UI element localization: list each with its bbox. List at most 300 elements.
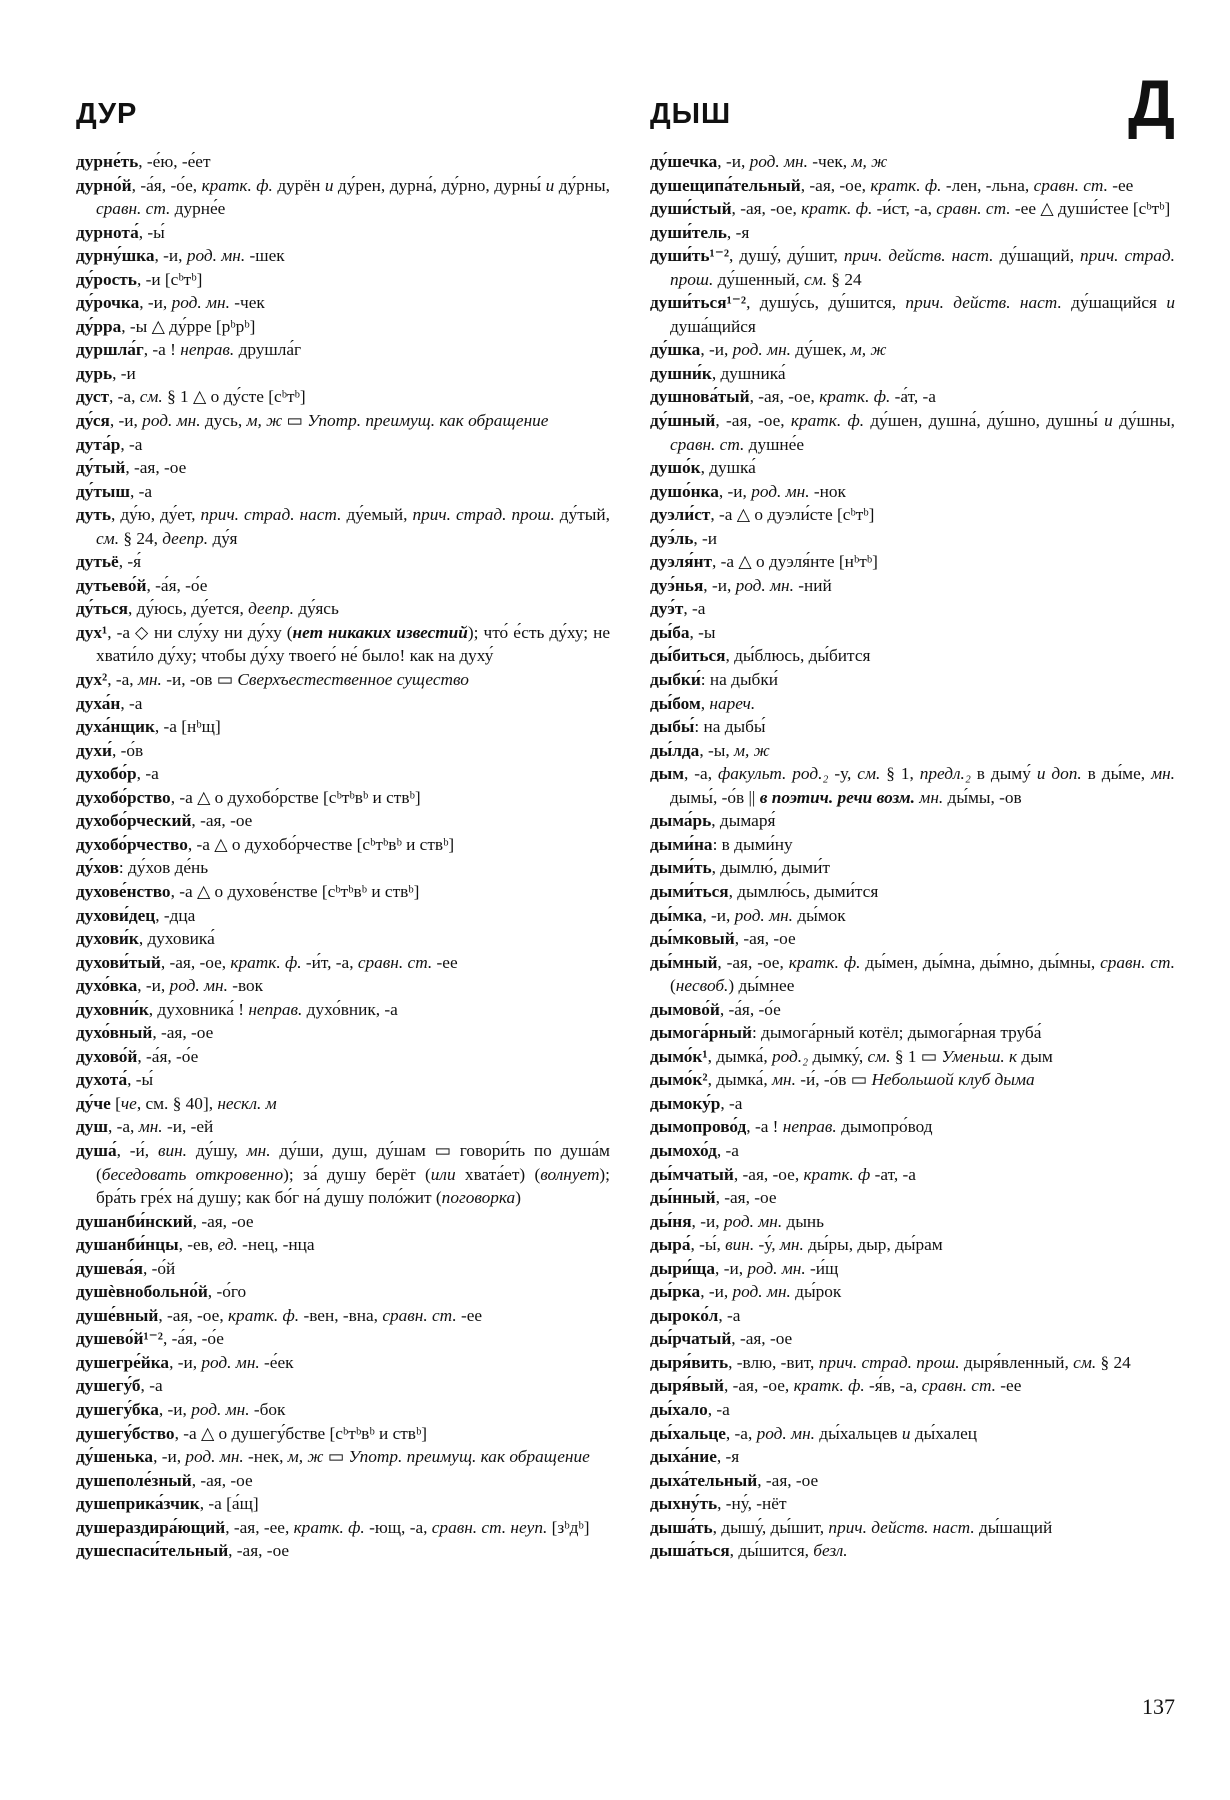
entry-text: , -я́ [118, 552, 142, 572]
entry-text: дымопро́вод [836, 1117, 933, 1137]
entry-text: , -ая, -ое [731, 1329, 793, 1349]
entry-headword: ды́мковый [650, 929, 735, 949]
entry-label: см. [1073, 1352, 1097, 1372]
entry-text: ду́я [208, 528, 238, 548]
entry-label: кратк. ф. [293, 1517, 365, 1537]
entry-headword: дутьё [76, 552, 119, 572]
dictionary-entry [650, 597, 1175, 621]
entry-label: сравн. ст. [382, 1305, 457, 1325]
entry-label: Употр. преимущ. как обращение [307, 411, 549, 431]
dictionary-entry [650, 174, 1175, 198]
entry-label: кратк. ф. [227, 1305, 300, 1325]
entry-headword: дурнота́ [76, 222, 139, 242]
entry-label: предл.₂ [919, 764, 971, 784]
entry-text: , -а △ о дуэли́сте [сᵇтᵇ] [710, 505, 875, 525]
dictionary-entry [76, 268, 610, 292]
dictionary-entry [76, 692, 610, 716]
entry-text: -и́щ [805, 1258, 839, 1278]
entry-text: , -и, [703, 575, 736, 595]
entry-label: мн. [246, 1140, 271, 1160]
dictionary-entry [650, 1445, 1175, 1469]
entry-text: § 24 [827, 269, 862, 289]
entry-headword: душѐвнобольно́й [76, 1282, 208, 1302]
entry-text: , -а, [684, 764, 718, 784]
entry-text: ды́халец [910, 1423, 978, 1443]
entry-headword: духови́дец [76, 905, 156, 925]
entry-label: род. мн. [185, 1447, 244, 1467]
entry-text: , -я [726, 222, 750, 242]
entry-text: , -ая, -ое, [158, 1305, 228, 1325]
entry-label: прич. действ. наст. [843, 246, 994, 266]
entry-text: , -и, [137, 976, 170, 996]
entry-text: , -и, [717, 152, 750, 171]
entry-text: -ее [456, 1305, 483, 1325]
entry-label: прич. действ. наст. [905, 293, 1062, 313]
entry-text: , -а́я, -о́е, [131, 175, 202, 195]
entry-text: , душника́ [711, 363, 786, 383]
entry-text: , см. § 40], [136, 1093, 218, 1113]
entry-headword: духовни́к [76, 999, 149, 1019]
dictionary-entry [650, 1115, 1175, 1139]
entry-label: безл. [813, 1541, 848, 1561]
entry-headword: ду́тыш [76, 481, 130, 501]
section-letter: Д [1127, 66, 1175, 140]
entry-text: , -дца [155, 905, 196, 925]
dictionary-entry [76, 927, 610, 951]
entry-headword: душещипа́тельный [650, 175, 801, 195]
entry-headword: дыря́вить [650, 1352, 729, 1372]
dictionary-entry [650, 951, 1175, 998]
entry-label: прич. действ. наст. [828, 1517, 975, 1537]
entry-headword: духове́нство [76, 881, 171, 901]
dictionary-entry [76, 574, 610, 598]
dictionary-entry [650, 833, 1175, 857]
entry-text: , -и, [718, 481, 752, 501]
dictionary-entry [650, 480, 1175, 504]
entry-headword: ду́шный [650, 411, 716, 431]
entry-text: ( [670, 976, 676, 996]
entry-text: , -о́в [111, 740, 144, 760]
dictionary-entry [650, 1186, 1175, 1210]
entry-text: -лен, -льна, [941, 175, 1034, 195]
dictionary-entry [650, 739, 1175, 763]
dictionary-entry [650, 527, 1175, 551]
dictionary-entry [650, 362, 1175, 386]
entry-headword: душева́я [76, 1258, 143, 1278]
entry-headword: душеприка́зчик [76, 1494, 200, 1514]
entry-headword: душево́й¹⁻² [76, 1329, 163, 1349]
entry-text: дымку́, [808, 1046, 868, 1066]
dictionary-entry [650, 244, 1175, 291]
entry-text: : на дыбки́ [700, 670, 778, 690]
dictionary-entry [76, 291, 610, 315]
entry-text: , -и, [153, 1447, 186, 1467]
entry-headword: души́стый [650, 199, 732, 219]
entry-text: -и, -ей [162, 1117, 214, 1137]
entry-headword: дымо́к¹ [650, 1046, 708, 1066]
entry-text: , -и [693, 528, 718, 548]
entry-label: поговорка [441, 1188, 516, 1208]
entry-text: , -а ! [143, 340, 181, 360]
entry-text: , -а ! [746, 1117, 783, 1137]
entry-text: § 1, [880, 764, 920, 784]
entry-label: мн. [138, 1117, 163, 1137]
entry-headword: дыри́ща [650, 1258, 716, 1278]
dictionary-entry [650, 291, 1175, 338]
entry-text: , дымка́, [707, 1046, 772, 1066]
entry-label: прич. страд. прош. [818, 1352, 960, 1372]
entry-headword: ду́тый [76, 458, 126, 478]
entry-text: , -а △ о дуэля́нте [нᵇтᵇ] [712, 552, 878, 572]
entry-text: ду́шащий, [993, 246, 1081, 266]
dictionary-entry [650, 809, 1175, 833]
entry-label: неправ. [782, 1117, 837, 1137]
entry-label: род. мн. [142, 411, 201, 431]
entry-headword: дыха́тельный [650, 1470, 758, 1490]
dictionary-entry [76, 715, 610, 739]
entry-text: -бок [249, 1399, 286, 1419]
entry-headword: дымога́рный [650, 1023, 752, 1043]
entry-headword: душегре́йка [76, 1352, 170, 1372]
entry-text: § 24 [1096, 1352, 1131, 1372]
entry-headword: духобо́рческий [76, 811, 192, 831]
entry-text: , -ая, -ое, [715, 411, 791, 431]
entry-headword: дыра́ [650, 1235, 691, 1255]
entry-label: че [120, 1093, 137, 1113]
entry-text: -нек, [243, 1447, 288, 1467]
entry-text: духо́вник, -а [302, 999, 398, 1019]
entry-text: ду́рен, дурна́, ду́рно, дурны́ [333, 175, 546, 195]
entry-label: мн. [772, 1070, 796, 1090]
entry-text: ду́шек, [790, 340, 851, 360]
entry-text: ); за́ душу берёт ( [283, 1164, 431, 1184]
entry-text: § 1 ▭ [890, 1046, 942, 1066]
dictionary-entry [650, 1021, 1175, 1045]
entry-text: ду́ясь [294, 599, 339, 619]
dictionary-entry [76, 433, 610, 457]
entry-text: , -а [716, 1140, 739, 1160]
entry-text: -чек [229, 293, 265, 313]
entry-label: род. мн. [169, 976, 228, 996]
entry-text: -ний [793, 575, 832, 595]
entry-text: , -ая, -ое, [160, 952, 231, 972]
entry-label: род. мн. [747, 1258, 806, 1278]
entry-text: -ее [995, 1376, 1022, 1396]
entry-label: род. мн. [732, 1282, 791, 1302]
entry-headword: духови́тый [76, 952, 161, 972]
entry-text: , -ы́ [138, 222, 165, 242]
entry-text: ду́шенный, [713, 269, 805, 289]
dictionary-entry [76, 1257, 610, 1281]
entry-text: , -ая, -ое [715, 1188, 777, 1208]
entry-text: -ющ, -а, [364, 1517, 432, 1537]
dictionary-entry [76, 1139, 610, 1210]
entry-text: , -а △ о духове́нстве [сᵇтᵇвᵇ и ствᵇ] [170, 881, 420, 901]
dictionary-entry [76, 1092, 610, 1116]
entry-text: , -а △ о духобо́рчестве [сᵇтᵇвᵇ и ствᵇ] [187, 834, 455, 854]
dictionary-entry [76, 833, 610, 857]
dictionary-entry [76, 409, 610, 433]
right-column [650, 150, 1175, 1563]
entry-text: , дымлю́, дыми́т [711, 858, 830, 878]
entry-headword: душа́ [76, 1140, 117, 1160]
entry-headword: ду́рра [76, 316, 122, 336]
entry-text: , -ну́, -нёт [717, 1494, 787, 1514]
dictionary-entry [76, 1445, 610, 1469]
entry-label: род. мн. [186, 246, 246, 266]
entry-headword: дымохо́д [650, 1140, 717, 1160]
entry-headword: ду́шенька [76, 1447, 154, 1467]
entry-text: , -а [683, 599, 706, 619]
dictionary-entry [650, 1139, 1175, 1163]
entry-text: , -а, [107, 1117, 139, 1137]
entry-text: дым [1017, 1046, 1053, 1066]
entry-headword: дух¹ [76, 622, 108, 642]
dictionary-entry [76, 786, 610, 810]
dictionary-entry [76, 597, 610, 621]
entry-text: -а́т, -а [890, 387, 936, 407]
entry-label: Небольшой клуб дыма [871, 1070, 1035, 1090]
entry-text: , -а [а́щ] [199, 1494, 259, 1514]
dictionary-entry [650, 1257, 1175, 1281]
entry-text: , ды́блюсь, ды́бится [725, 646, 871, 666]
entry-text: , -ы △ ду́рре [рᵇрᵇ] [121, 316, 256, 336]
dictionary-entry [650, 1327, 1175, 1351]
entry-label: род. мн. [734, 905, 793, 925]
entry-label: прич. страд. прош. [670, 246, 1175, 289]
entry-text: , -а [120, 434, 143, 454]
dictionary-entry [76, 762, 610, 786]
dictionary-entry [76, 1045, 610, 1069]
entry-headword: ду́рость [76, 269, 137, 289]
entry-label: прич. страд. наст. [200, 505, 342, 525]
entry-headword: души́ть¹⁻² [650, 246, 730, 266]
entry-label: род. мн. [191, 1399, 250, 1419]
entry-text: , -ая, -ое [191, 811, 253, 831]
entry-text: , -ая, -ое, [800, 175, 871, 195]
entry-text: , -а [140, 1376, 163, 1396]
dictionary-entry [650, 715, 1175, 739]
dictionary-entry [76, 480, 610, 504]
entry-text: ду́шны, [1112, 411, 1175, 431]
entry-label: кратк. ф. [870, 175, 942, 195]
entry-text: -ее [432, 952, 458, 972]
entry-text: , духовника́ ! [148, 999, 249, 1019]
entry-text: , -а △ о духобо́рстве [сᵇтᵇвᵇ и ствᵇ] [170, 787, 421, 807]
entry-text: ды́мен, ды́мна, ды́мно, ды́мны, [860, 952, 1101, 972]
dictionary-entry [76, 338, 610, 362]
entry-text: ); бра́ть гре́х на́ душу; как бо́г на́ душу поло́жит ( [96, 1164, 610, 1208]
entry-label: род. мн. [756, 1423, 815, 1443]
entry-text: , -ая, -ое [757, 1470, 819, 1490]
page-number: 137 [1142, 1694, 1175, 1719]
entry-headword: ды́хало [650, 1399, 708, 1419]
entry-text: , -и́, [116, 1140, 158, 1160]
entry-headword: дыха́ние [650, 1447, 717, 1467]
entry-headword: ды́рчатый [650, 1329, 732, 1349]
entry-text: , -ая, -ое, [717, 952, 789, 972]
entry-headword: душегу́бка [76, 1399, 159, 1419]
entry-headword: дымово́й [650, 999, 720, 1019]
entry-text: , -ы [689, 622, 716, 642]
entry-headword: ду́ся [76, 411, 110, 431]
dictionary-entry [76, 974, 610, 998]
entry-text: дыря́вленный, [959, 1352, 1074, 1372]
dictionary-entry [76, 1115, 610, 1139]
dictionary-entry [76, 1068, 610, 1092]
entry-text: , ду́ю, ду́ет, [111, 505, 201, 525]
entry-headword: ду́шка [650, 340, 701, 360]
entry-text: , -о́го [207, 1282, 247, 1302]
entry-headword: дым [650, 764, 685, 784]
entry-text: , духовика́ [138, 929, 215, 949]
entry-text: , -влю, -вит, [728, 1352, 819, 1372]
entry-text: : ду́хов де́нь [118, 858, 209, 878]
entry-headword: дуэ́нья [650, 575, 704, 595]
entry-text: , -ая, -ее, [225, 1517, 294, 1537]
entry-text: -и, -ов ▭ [161, 670, 238, 690]
entry-headword: ды́ня [650, 1211, 692, 1231]
dictionary-entry [650, 1304, 1175, 1328]
entry-label: деепр. [162, 528, 209, 548]
dictionary-entry [650, 456, 1175, 480]
entry-headword: духобо́рство [76, 787, 171, 807]
entry-label: и [545, 175, 555, 195]
entry-label: кратк. ф. [201, 175, 273, 195]
entry-headword: ды́ба [650, 622, 690, 642]
entry-text: , -ы́ [127, 1070, 154, 1090]
dictionary-entry [650, 150, 1175, 174]
entry-text: , -и, [700, 340, 733, 360]
dictionary-entry [76, 1398, 610, 1422]
entry-headword: ду́че [76, 1093, 111, 1113]
dictionary-entry [76, 668, 610, 692]
entry-text: ) [515, 1188, 521, 1208]
dictionary-entry [76, 1351, 610, 1375]
entry-label: или [430, 1164, 456, 1184]
entry-text: -ее [1107, 175, 1134, 195]
entry-text: [ [110, 1093, 121, 1113]
entry-label: род. мн. [735, 575, 794, 595]
entry-text: , -а [120, 693, 143, 713]
dictionary-entry [76, 998, 610, 1022]
entry-label: нет никаких известий [292, 622, 468, 642]
entry-text: , -и, [702, 905, 735, 925]
dictionary-entry [76, 315, 610, 339]
entry-headword: духобо́рчество [76, 834, 188, 854]
entry-headword: ду́ться [76, 599, 129, 619]
entry-text: , душу́сь, ду́шится, [746, 293, 906, 313]
entry-headword: духо́вный [76, 1023, 153, 1043]
entry-text: -е́ек [259, 1352, 294, 1372]
entry-text: , дымка́, [707, 1070, 772, 1090]
entry-label: и [1104, 411, 1113, 431]
entry-headword: дух² [76, 670, 108, 690]
entry-label: мн. [137, 670, 162, 690]
entry-text: дынь [782, 1211, 825, 1231]
entry-text: , -я [716, 1447, 740, 1467]
entry-text: , -и [112, 363, 136, 383]
entry-text: -у́, [754, 1235, 780, 1255]
dictionary-entry [76, 809, 610, 833]
entry-label: сравн. ст. [921, 1376, 996, 1396]
entry-headword: дуэ́т [650, 599, 684, 619]
entry-headword: дурне́ть [76, 152, 139, 171]
entry-label: мн. [779, 1235, 804, 1255]
entry-headword: дыря́вый [650, 1376, 724, 1396]
entry-headword: духо́вка [76, 976, 138, 996]
entry-text: ду́шен, душна́, ду́шно, душны́ [864, 411, 1105, 431]
entry-text: , -а △ о душегу́бстве [сᵇтᵇвᵇ и ствᵇ] [174, 1423, 428, 1443]
entry-label: нескл. м [217, 1093, 277, 1113]
entry-headword: души́тель [650, 222, 727, 242]
entry-text: ды́мы, -ов [943, 787, 1022, 807]
entry-headword: душераздира́ющий [76, 1517, 226, 1537]
dictionary-entry [650, 1068, 1175, 1092]
dictionary-entry [76, 503, 610, 550]
entry-label: см. [804, 269, 828, 289]
entry-headword: душегу́бство [76, 1423, 175, 1443]
entry-headword: ды́лда [650, 740, 700, 760]
entry-label: неcвоб. [675, 976, 729, 996]
entry-label: прич. страд. прош. [412, 505, 555, 525]
running-head-left: ДУР [76, 98, 138, 130]
entry-label: кратк. ф. [819, 387, 891, 407]
entry-text: ду́емый, [341, 505, 413, 525]
dictionary-entry [650, 998, 1175, 1022]
entry-headword: душеспаси́тельный [76, 1541, 229, 1561]
entry-headword: душегу́б [76, 1376, 141, 1396]
entry-headword: дыма́рь [650, 811, 712, 831]
entry-text: , -ая, -ое [191, 1470, 253, 1490]
entry-headword: ду́шечка [650, 152, 718, 171]
entry-label: вин. [725, 1235, 755, 1255]
entry-text: , -ая, -ое, [723, 1376, 794, 1396]
entry-label: ед. [217, 1235, 238, 1255]
entry-text: , -а [720, 1093, 743, 1113]
dictionary-entry [650, 1422, 1175, 1446]
dictionary-entry [650, 197, 1175, 221]
entry-text: , дымаря́ [711, 811, 776, 831]
entry-text: ) ды́мнее [728, 976, 795, 996]
entry-label: кратк. ф. [788, 952, 861, 972]
entry-text: , -ая, -ое [228, 1541, 290, 1561]
entry-text: , -и, [154, 246, 187, 266]
entry-label: см. [96, 528, 120, 548]
entry-text: , -а [129, 481, 153, 501]
dictionary-entry [76, 1539, 610, 1563]
dictionary-entry [76, 174, 610, 221]
entry-text: , -а [136, 764, 159, 784]
entry-label: род. мн. [171, 293, 230, 313]
entry-text: , -а [707, 1399, 730, 1419]
entry-headword: дыбки́ [650, 670, 701, 690]
dictionary-entry [650, 1045, 1175, 1069]
entry-label: факульт. род.₂ [717, 764, 829, 784]
dictionary-entry [650, 880, 1175, 904]
dictionary-entry [650, 1280, 1175, 1304]
entry-headword: ды́бом [650, 693, 701, 713]
entry-text: , -е́ю, -е́ет [138, 152, 211, 171]
entry-text: : на дыбы́ [694, 717, 766, 737]
entry-headword: духа́н [76, 693, 121, 713]
entry-text: дусь, [200, 411, 247, 431]
entry-text: хвата́ет) ( [455, 1164, 541, 1184]
entry-headword: ды́хальце [650, 1423, 726, 1443]
dictionary-entry [650, 1163, 1175, 1187]
entry-headword: душанби́нский [76, 1211, 193, 1231]
entry-headword: духово́й [76, 1046, 138, 1066]
